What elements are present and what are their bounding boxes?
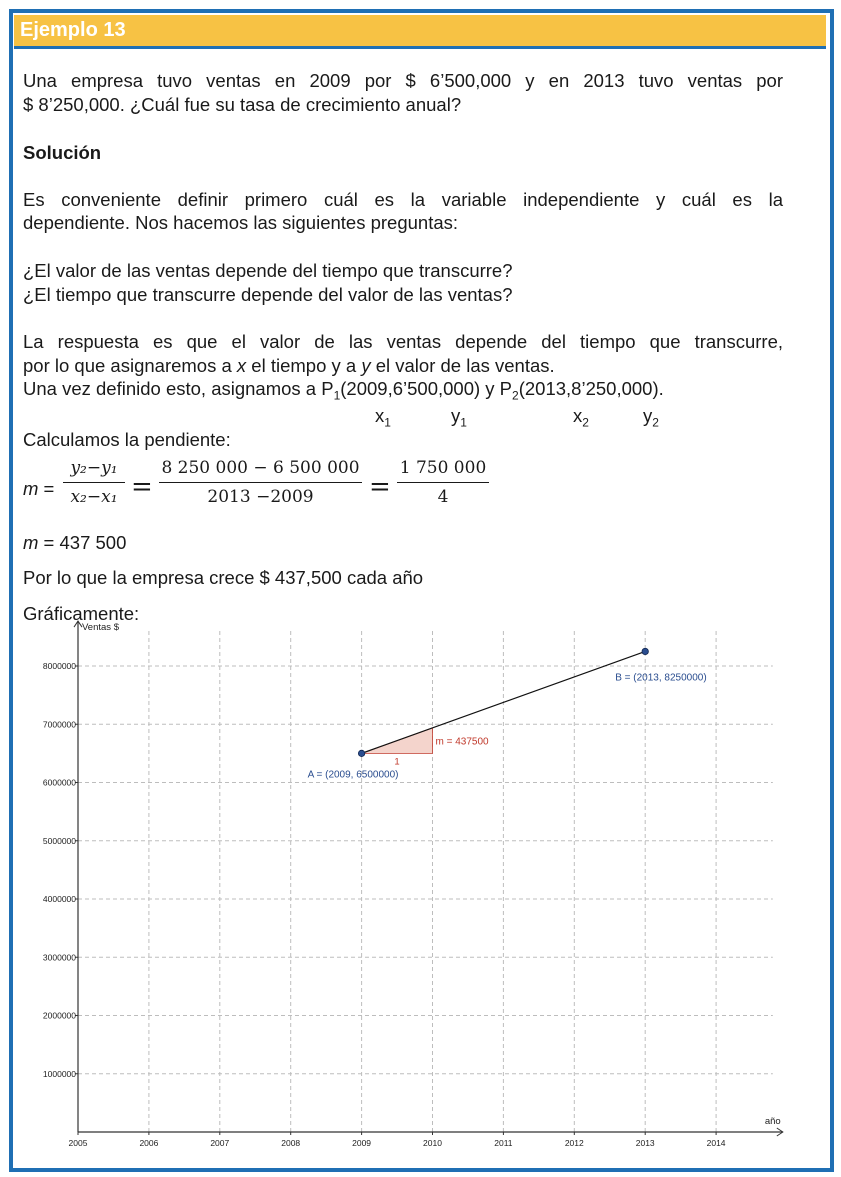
y-tick-label: 2000000: [42, 1010, 76, 1021]
equals-sign-1: =: [131, 472, 153, 502]
x-tick-label: 2008: [281, 1138, 301, 1148]
points-text-a: Una vez definido esto, asignamos a P: [23, 378, 334, 399]
x-tick-label: 2014: [706, 1138, 726, 1148]
problem-line-2: $ 8’250,000. ¿Cuál fue su tasa de crecimiento anual?: [23, 94, 462, 115]
label-y2: $y_2$: [643, 405, 659, 430]
y-axis-label: Ventas $: [82, 622, 119, 634]
x-tick-label: 2005: [68, 1138, 88, 1148]
y-tick-label: 4000000: [42, 894, 76, 904]
answer-text-c: el valor de las ventas.: [370, 355, 555, 376]
answer-text-b: el tiempo y a: [246, 355, 362, 376]
result-line: m = 437 500: [23, 532, 127, 553]
problem-line-1: Una empresa tuvo ventas en 2009 por $ 6’500,000 y en 2013 tuvo ventas por: [23, 70, 783, 91]
slope-rise-label: m = 437500: [435, 736, 489, 748]
answer-text-a: por lo que asignaremos a: [23, 355, 237, 376]
slope-formula: [23, 458, 583, 520]
slope-intro: Calculamos la pendiente:: [23, 429, 231, 450]
answer-line-1: La respuesta es que el valor de las ventas depende del tiempo que transcurre,: [23, 331, 783, 352]
y-tick-label: 8000000: [42, 661, 76, 671]
points-text-c: (2013,8’250,000).: [518, 378, 664, 399]
x-tick-label: 2006: [139, 1138, 159, 1148]
x-tick-label: 2007: [210, 1138, 230, 1148]
answer-line-3: [23, 377, 664, 408]
point-a: [358, 750, 364, 756]
question-1: ¿El valor de las ventas depende del tiempo que transcurre?: [23, 260, 513, 281]
y-tick-label: 1000000: [42, 1068, 76, 1079]
question-2: ¿El tiempo que transcurre depende del valor de las ventas?: [23, 284, 513, 305]
x-tick-label: 2012: [564, 1138, 584, 1148]
intro-line-1: Es conveniente definir primero cuál es la variable independiente y cuál es la: [23, 189, 783, 210]
variable-y: y: [361, 355, 371, 376]
x-tick-label: 2011: [494, 1138, 513, 1148]
example-title: Ejemplo 13: [20, 19, 126, 41]
variable-x: x: [236, 355, 247, 376]
x-axis-label: año: [764, 1116, 781, 1127]
label-x1: $x_1$: [375, 405, 391, 430]
x-tick-label: 2009: [352, 1138, 372, 1148]
slope-run-label: 1: [394, 756, 400, 768]
y-tick-label: 7000000: [42, 719, 76, 730]
y-tick-label: 6000000: [42, 777, 76, 788]
fraction-numeric: $\frac{8 250 000 - 6 500 000}{2013 -2009}$: [159, 458, 362, 507]
p2-subscript: 2: [512, 388, 519, 403]
y-tick-label: 3000000: [42, 952, 76, 963]
points-text-b: (2009,6’500,000) y P: [340, 378, 513, 399]
x-tick-label: 2010: [423, 1138, 442, 1148]
x-tick-label: 2013: [635, 1138, 655, 1148]
intro-line-2: dependiente. Nos hacemos las siguientes preguntas:: [23, 212, 459, 233]
solution-heading: Solución: [23, 142, 102, 163]
answer-line-2: [23, 354, 555, 377]
label-x2: $x_2$: [573, 405, 589, 430]
label-y1: $y_1$: [451, 405, 467, 430]
fraction-result: $\frac{1 750 000}{4}$: [397, 458, 489, 507]
sales-chart: [14, 620, 814, 1150]
graph-intro: Gráficamente:: [23, 603, 140, 624]
point-b-label: B = (2013, 8250000): [615, 672, 707, 684]
point-a-label: A = (2009, 6500000): [307, 769, 399, 781]
point-b: [642, 648, 648, 654]
fraction-symbolic: $\frac{\text{y₂−y₁}}{\text{x₂−x₁}}$: [63, 458, 125, 507]
example-header: [14, 15, 826, 49]
equals-sign-2: =: [369, 472, 391, 502]
y-tick-label: 5000000: [42, 835, 76, 846]
formula-m: m =: [23, 478, 55, 499]
p1-subscript: 1: [333, 388, 341, 403]
conclusion: Por lo que la empresa crece $ 437,500 cada año: [23, 567, 424, 588]
